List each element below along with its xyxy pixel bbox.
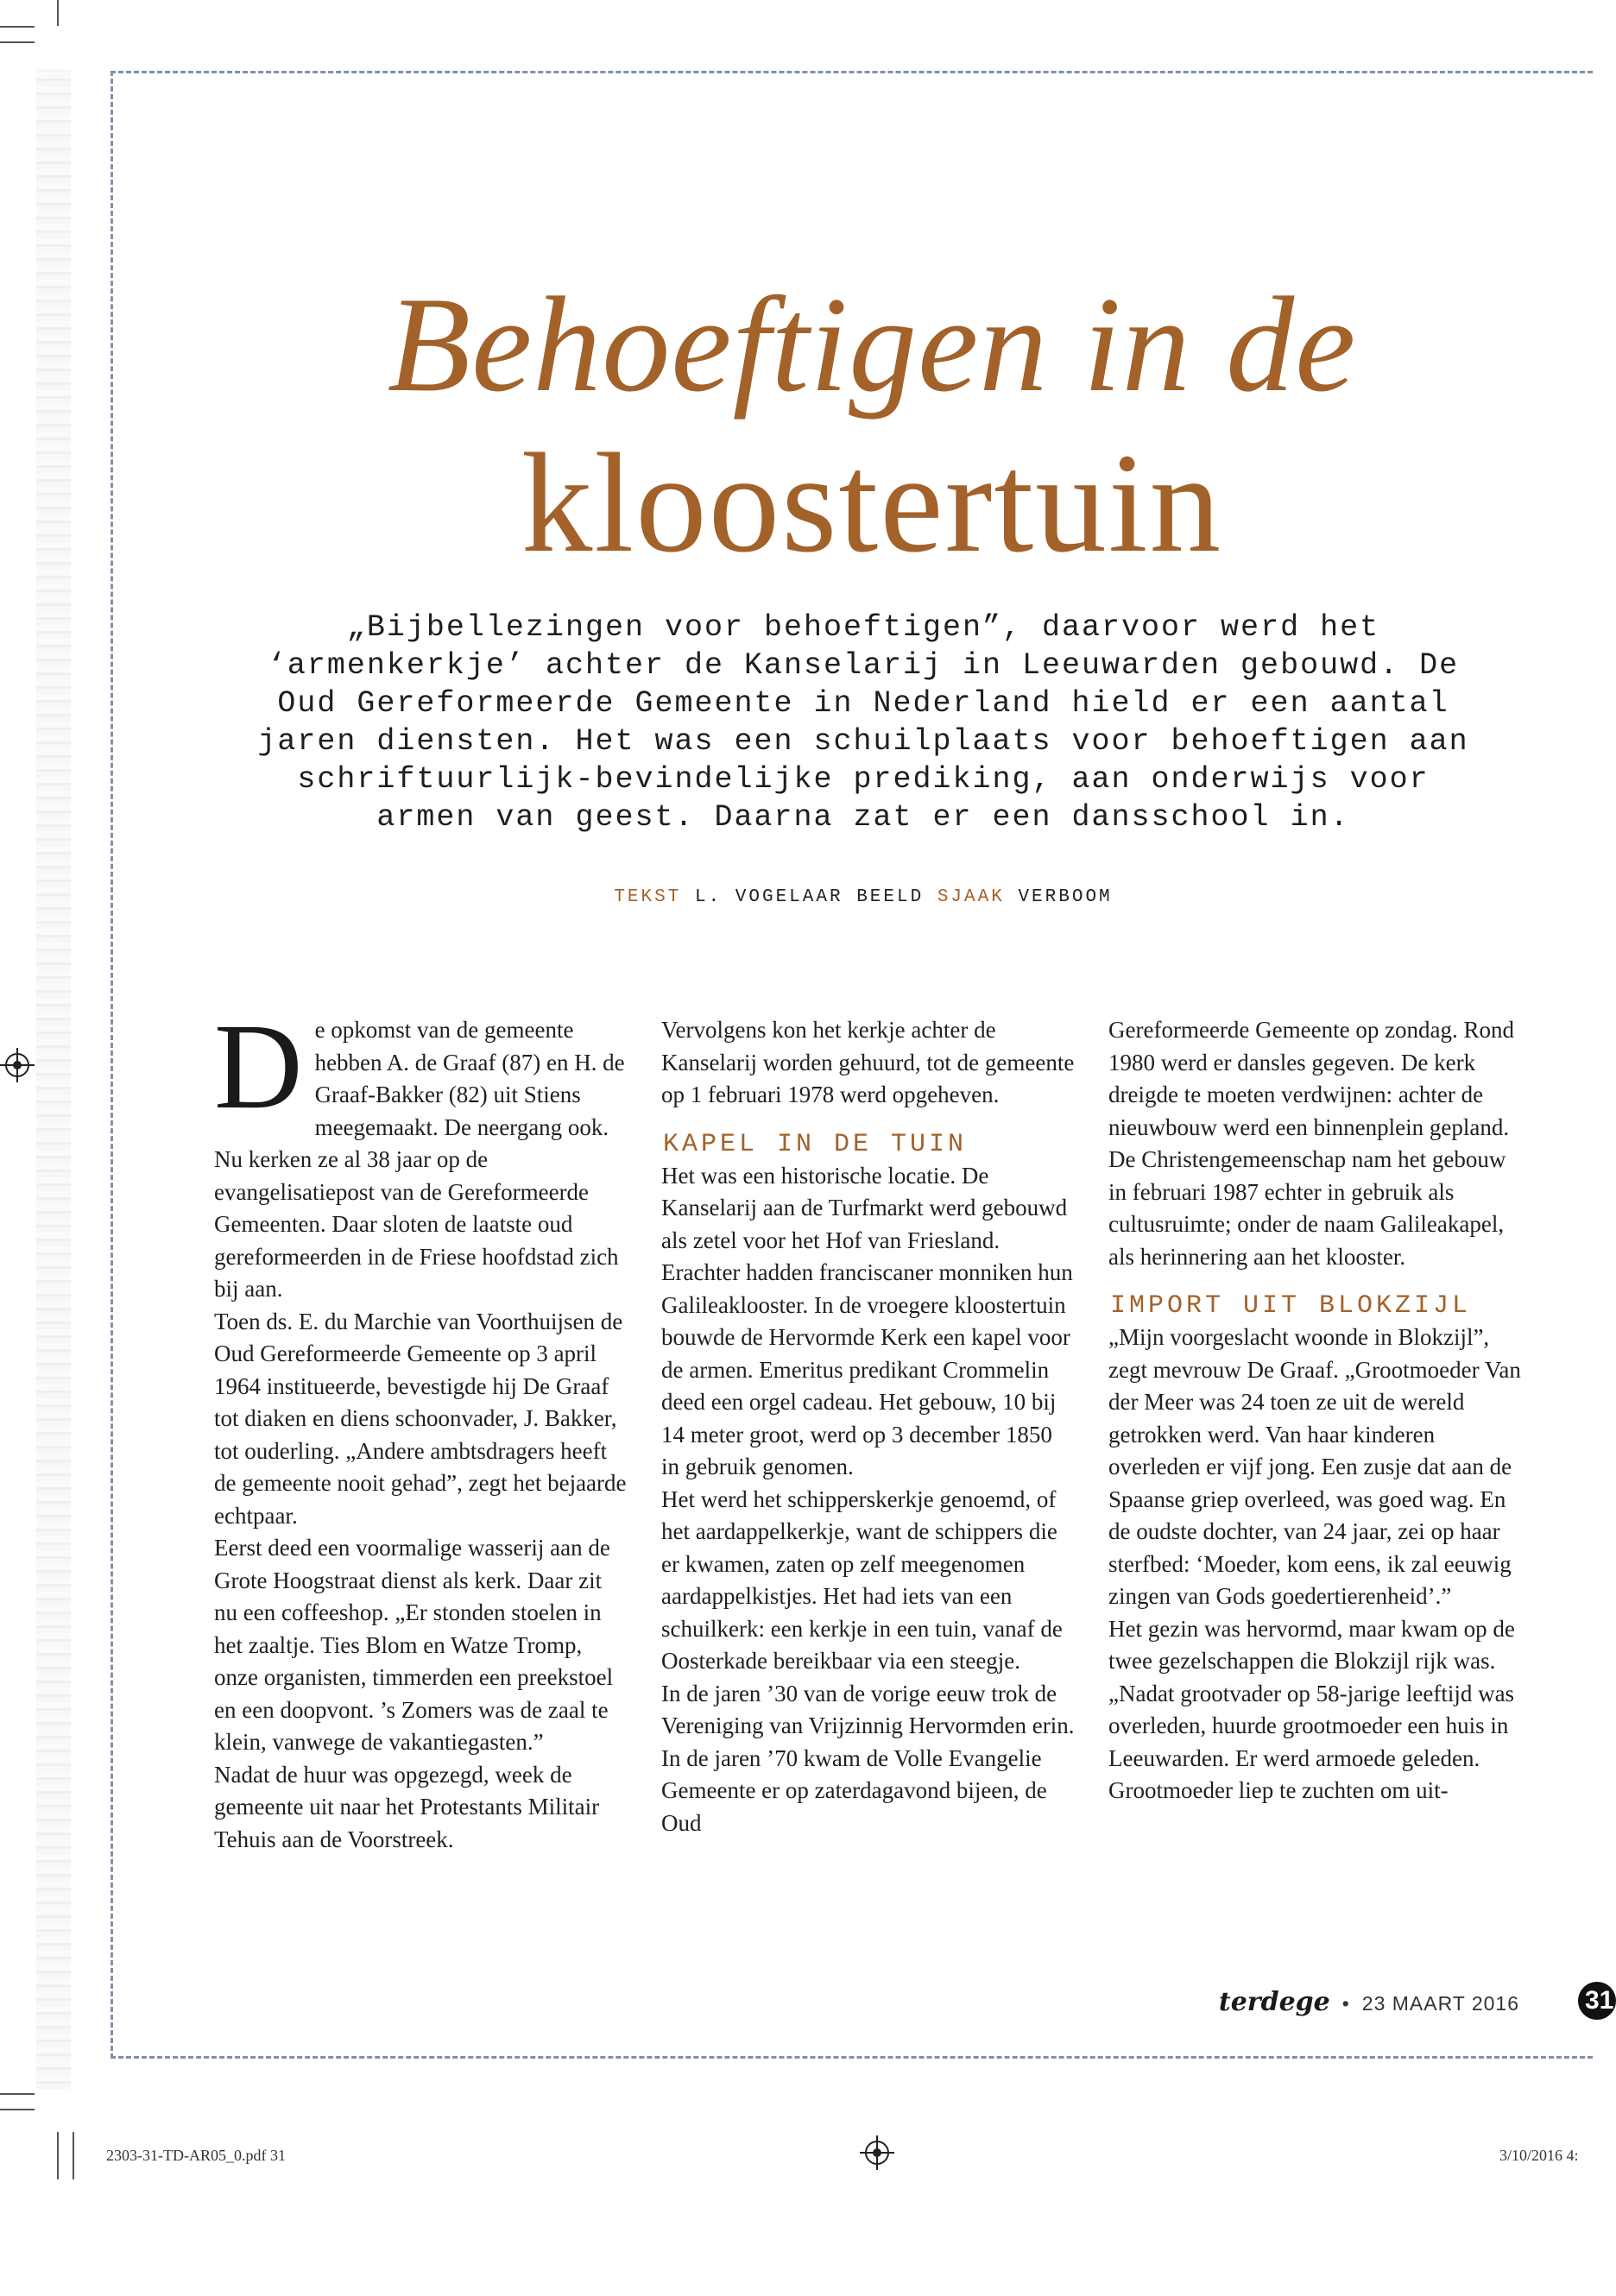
magazine-logo: terdege [1218,1987,1330,2017]
print-slug-file: 2303-31-TD-AR05_0.pdf 31 [106,2147,286,2164]
paragraph: Eerst deed een voormalige wasserij aan de Grote Hoogstraat dienst als kerk. Daar zit nu een coffeeshop. „Er stonden stoelen in het zaaltje. Ties Blom en Watze Tromp, onze organisten, timmerden een preekstoel en een doopvont. ’s Zomers was de zaal te klein, vanwege de vakantiegasten.” [214,1535,614,1755]
issue-date: 23 MAART 2016 [1361,1992,1519,2015]
crop-mark [57,2132,59,2179]
paragraph: Het gezin was hervormd, maar kwam op de twee gezelschappen die Blokzijl rijk was. „Nadat grootvader op 58-jarige leeftijd was overleden, huurde grootmoeder een huis in Leeuwarden. Er werd armoede geleden. Grootmoeder liep te zuchten om uit- [1108,1615,1515,1803]
article-column-2 [661,1014,1076,1839]
headline [216,268,1528,583]
headline-line-2: kloostertuin [521,424,1223,582]
article-column-1 [214,998,628,1856]
byline [250,887,1476,907]
registration-mark-icon [865,2141,889,2165]
paragraph: Het was een historische locatie. De Kanselarij aan de Turfmarkt werd gebouwd als zetel voor het Hof van Friesland. Erachter hadden franciscaner monniken hun Galileaklooster. In de vroegere kloostertuin bouwde de Hervormde Kerk een kapel voor de armen. Emeritus predikant Crommelin deed een orgel cadeau. Het gebouw, 10 bij 14 meter groot, werd op 3 december 1850 in gebruik genomen. [661,1162,1073,1479]
registration-mark-icon [5,1053,29,1077]
paragraph: Nadat de huur was opgezegd, week de gemeente uit naar het Protestants Militair Tehuis aan de Voorstreek. [214,1761,600,1852]
paragraph: Het werd het schipperskerkje genoemd, of het aardappelkerkje, want de schippers die er kwamen, zaten op zelf meegenomen aardappelkistjes. Het had iets van een schuilkerk: een kerkje in een tuin, vanaf de Oosterkade bereikbaar via een steegje. [661,1485,1063,1674]
crop-mark [0,2093,35,2095]
byline-label-text: TEKST [614,887,682,907]
subheading: KAPEL IN DE TUIN [663,1129,968,1159]
byline-photographer-last: VERBOOM [1018,887,1113,907]
paragraph: e opkomst van de gemeente hebben A. de Graaf (87) en H. de Graaf-Bakker (82) uit Stiens meegemaakt. De neergang ook. Nu kerken ze al 38 jaar op de evangelisatiepost van de Gereformeerde Gemeenten. Daar sloten de laatste oud gereformeerden in de Friese hoofdstad zich bij aan. [214,1017,625,1302]
paragraph: Toen ds. E. du Marchie van Voorthuijsen de Oud Gereformeerde Gemeente op 3 april 1964 institueerde, bevestigde hij De Graaf tot diaken en diens schoonvader, J. Bakker, tot ouderling. „Andere ambtsdragers heeft de gemeente nooit gehad”, zegt het bejaarde echtpaar. [214,1308,627,1529]
paragraph: „Mijn voorgeslacht woonde in Blokzijl”, zegt mevrouw De Graaf. „Grootmoeder Van der Meer was 24 toen ze uit de wereld getrokken werd. Van haar kinderen overleden er vijf jong. Een zusje dat aan de Spaanse griep overleed, was goed wag. En de oudste dochter, van 24 jaar, zei op haar sterfbed: ‘Moeder, kom eens, ik zal eeuwig zingen van Gods goedertierenheid’.” [1108,1324,1521,1609]
crop-mark [0,26,35,28]
byline-label-image: BEELD [856,887,925,907]
crop-mark [57,0,59,26]
footer-bullet: • [1341,1992,1350,2015]
byline-photographer-first: SJAAK [937,887,1005,907]
crop-mark [0,2109,35,2110]
paragraph: Vervolgens kon het kerkje achter de Kanselarij worden gehuurd, tot de gemeente op 1 februari 1978 werd opgeheven. [661,1017,1075,1107]
crop-mark [73,2132,74,2179]
page-number: 31 [1578,1982,1616,2020]
print-slug-datetime: 3/10/2016 4: [1499,2147,1579,2164]
subheading: IMPORT UIT BLOKZIJL [1110,1291,1472,1321]
article-column-3 [1108,1014,1523,1807]
scan-edge-strip [36,69,71,2089]
drop-cap: D [214,998,303,1134]
crop-mark [0,41,35,43]
paragraph: In de jaren ’30 van de vorige eeuw trok de Vereniging van Vrijzinnig Hervormden erin. In de jaren ’70 kwam de Volle Evangelie Gemeente er op zaterdagavond bijeen, de Oud [661,1680,1075,1836]
page-footer [1219,1987,1519,2017]
intro-text: „Bijbellezingen voor behoeftigen”, daarvoor werd het ‘armenkerkje’ achter de Kanselarij in Leeuwarden gebouwd. De Oud Gereformeerde Gemeente in Nederland hield er een aantal jaren diensten. Het was een schuilplaats voor behoeftigen aan schriftuurlijk-bevindelijke prediking, aan onderwijs voor armen van geest. Daarna zat er een dansschool in. [257,610,1469,835]
paragraph: Gereformeerde Gemeente op zondag. Rond 1980 werd er dansles gegeven. De kerk dreigde te moeten verdwijnen: achter de nieuwbouw werd een binnenplein gepland. De Christengemeenschap nam het gebouw in februari 1987 echter in gebruik als cultusruimte; onder de naam Galileakapel, als herinnering aan het klooster. [1108,1017,1515,1270]
byline-author: L. VOGELAAR [694,887,843,907]
headline-line-1: Behoeftigen in de [387,269,1357,420]
